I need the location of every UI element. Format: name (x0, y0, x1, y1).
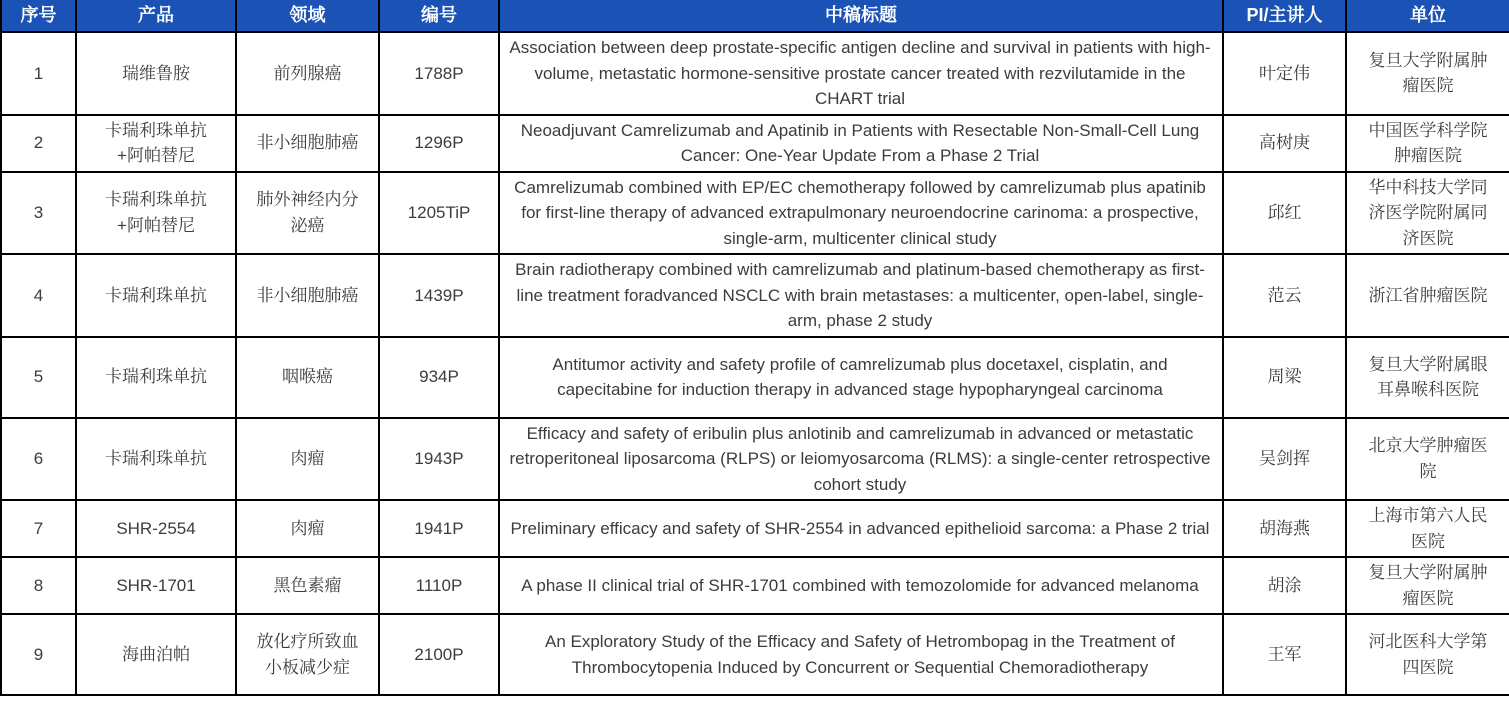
abstract-title: Association between deep prostate-specific antigen decline and survival in patients with high-volume, metastatic hormone-sensitive prostate cancer treated with rezvilutamide in the CHART trial (499, 32, 1223, 115)
abstract-code: 1788P (379, 32, 499, 115)
abstract-code: 1439P (379, 254, 499, 337)
row-number: 4 (1, 254, 76, 337)
disease-field: 咽喉癌 (236, 337, 379, 418)
row-number: 8 (1, 557, 76, 614)
row-number: 9 (1, 614, 76, 695)
col-header-pi: PI/主讲人 (1223, 0, 1346, 32)
disease-field: 非小细胞肺癌 (236, 115, 379, 172)
table-row (1, 254, 1509, 337)
institution: 上海市第六人民医院 (1346, 500, 1509, 557)
table-row (1, 337, 1509, 418)
pi-name: 叶定伟 (1223, 32, 1346, 115)
abstract-code: 1110P (379, 557, 499, 614)
institution: 复旦大学附属眼耳鼻喉科医院 (1346, 337, 1509, 418)
disease-field: 肉瘤 (236, 418, 379, 501)
disease-field: 前列腺癌 (236, 32, 379, 115)
table-row (1, 557, 1509, 614)
institution: 北京大学肿瘤医院 (1346, 418, 1509, 501)
product-name: 海曲泊帕 (76, 614, 236, 695)
table-row (1, 32, 1509, 115)
col-header-product: 产品 (76, 0, 236, 32)
abstract-code: 1296P (379, 115, 499, 172)
abstract-title: Brain radiotherapy combined with camrelizumab and platinum-based chemotherapy as first-line treatment foradvanced NSCLC with brain metastases: a multicenter, open-label, single-arm, phase 2 study (499, 254, 1223, 337)
table-row (1, 172, 1509, 255)
product-name: 卡瑞利珠单抗 (76, 418, 236, 501)
pi-name: 高树庚 (1223, 115, 1346, 172)
pi-name: 胡海燕 (1223, 500, 1346, 557)
institution: 复旦大学附属肿瘤医院 (1346, 32, 1509, 115)
col-header-no: 序号 (1, 0, 76, 32)
col-header-unit: 单位 (1346, 0, 1509, 32)
table-row (1, 115, 1509, 172)
table-row (1, 418, 1509, 501)
disease-field: 放化疗所致血小板减少症 (236, 614, 379, 695)
disease-field: 肺外神经内分泌癌 (236, 172, 379, 255)
abstract-title: A phase II clinical trial of SHR-1701 combined with temozolomide for advanced melanoma (499, 557, 1223, 614)
col-header-code: 编号 (379, 0, 499, 32)
abstract-title: Efficacy and safety of eribulin plus anlotinib and camrelizumab in advanced or metastatic retroperitoneal liposarcoma (RLPS) or leiomyosarcoma (RLMS): a single-center retrospective cohort study (499, 418, 1223, 501)
institution: 浙江省肿瘤医院 (1346, 254, 1509, 337)
col-header-field: 领域 (236, 0, 379, 32)
row-number: 7 (1, 500, 76, 557)
row-number: 6 (1, 418, 76, 501)
abstract-code: 2100P (379, 614, 499, 695)
row-number: 5 (1, 337, 76, 418)
table-header-row (1, 0, 1509, 32)
pi-name: 范云 (1223, 254, 1346, 337)
table-row (1, 614, 1509, 695)
row-number: 2 (1, 115, 76, 172)
abstract-code: 934P (379, 337, 499, 418)
row-number: 1 (1, 32, 76, 115)
abstract-code: 1941P (379, 500, 499, 557)
table-row (1, 500, 1509, 557)
disease-field: 非小细胞肺癌 (236, 254, 379, 337)
product-name: SHR-2554 (76, 500, 236, 557)
row-number: 3 (1, 172, 76, 255)
abstract-title: Neoadjuvant Camrelizumab and Apatinib in Patients with Resectable Non-Small-Cell Lung Cancer: One-Year Update From a Phase 2 Trial (499, 115, 1223, 172)
pi-name: 周梁 (1223, 337, 1346, 418)
abstract-title: Antitumor activity and safety profile of camrelizumab plus docetaxel, cisplatin, and capecitabine for induction therapy in advanced stage hypopharyngeal carcinoma (499, 337, 1223, 418)
disease-field: 黑色素瘤 (236, 557, 379, 614)
institution: 河北医科大学第四医院 (1346, 614, 1509, 695)
pi-name: 吴剑挥 (1223, 418, 1346, 501)
product-name: 卡瑞利珠单抗 (76, 254, 236, 337)
abstract-code: 1943P (379, 418, 499, 501)
product-name: 卡瑞利珠单抗+阿帕替尼 (76, 115, 236, 172)
abstract-title: Camrelizumab combined with EP/EC chemotherapy followed by camrelizumab plus apatinib for first-line therapy of advanced extrapulmonary neuroendocrine carinoma: a prospective, single-arm, multicenter clinical study (499, 172, 1223, 255)
col-header-title: 中稿标题 (499, 0, 1223, 32)
abstract-title: Preliminary efficacy and safety of SHR-2554 in advanced epithelioid sarcoma: a Phase 2 trial (499, 500, 1223, 557)
product-name: 卡瑞利珠单抗+阿帕替尼 (76, 172, 236, 255)
abstract-title: An Exploratory Study of the Efficacy and Safety of Hetrombopag in the Treatment of Thrombocytopenia Induced by Concurrent or Sequential Chemoradiotherapy (499, 614, 1223, 695)
institution: 华中科技大学同济医学院附属同济医院 (1346, 172, 1509, 255)
product-name: SHR-1701 (76, 557, 236, 614)
product-name: 瑞维鲁胺 (76, 32, 236, 115)
institution: 中国医学科学院肿瘤医院 (1346, 115, 1509, 172)
pi-name: 邱红 (1223, 172, 1346, 255)
disease-field: 肉瘤 (236, 500, 379, 557)
product-name: 卡瑞利珠单抗 (76, 337, 236, 418)
pi-name: 王军 (1223, 614, 1346, 695)
institution: 复旦大学附属肿瘤医院 (1346, 557, 1509, 614)
abstract-code: 1205TiP (379, 172, 499, 255)
pi-name: 胡涂 (1223, 557, 1346, 614)
